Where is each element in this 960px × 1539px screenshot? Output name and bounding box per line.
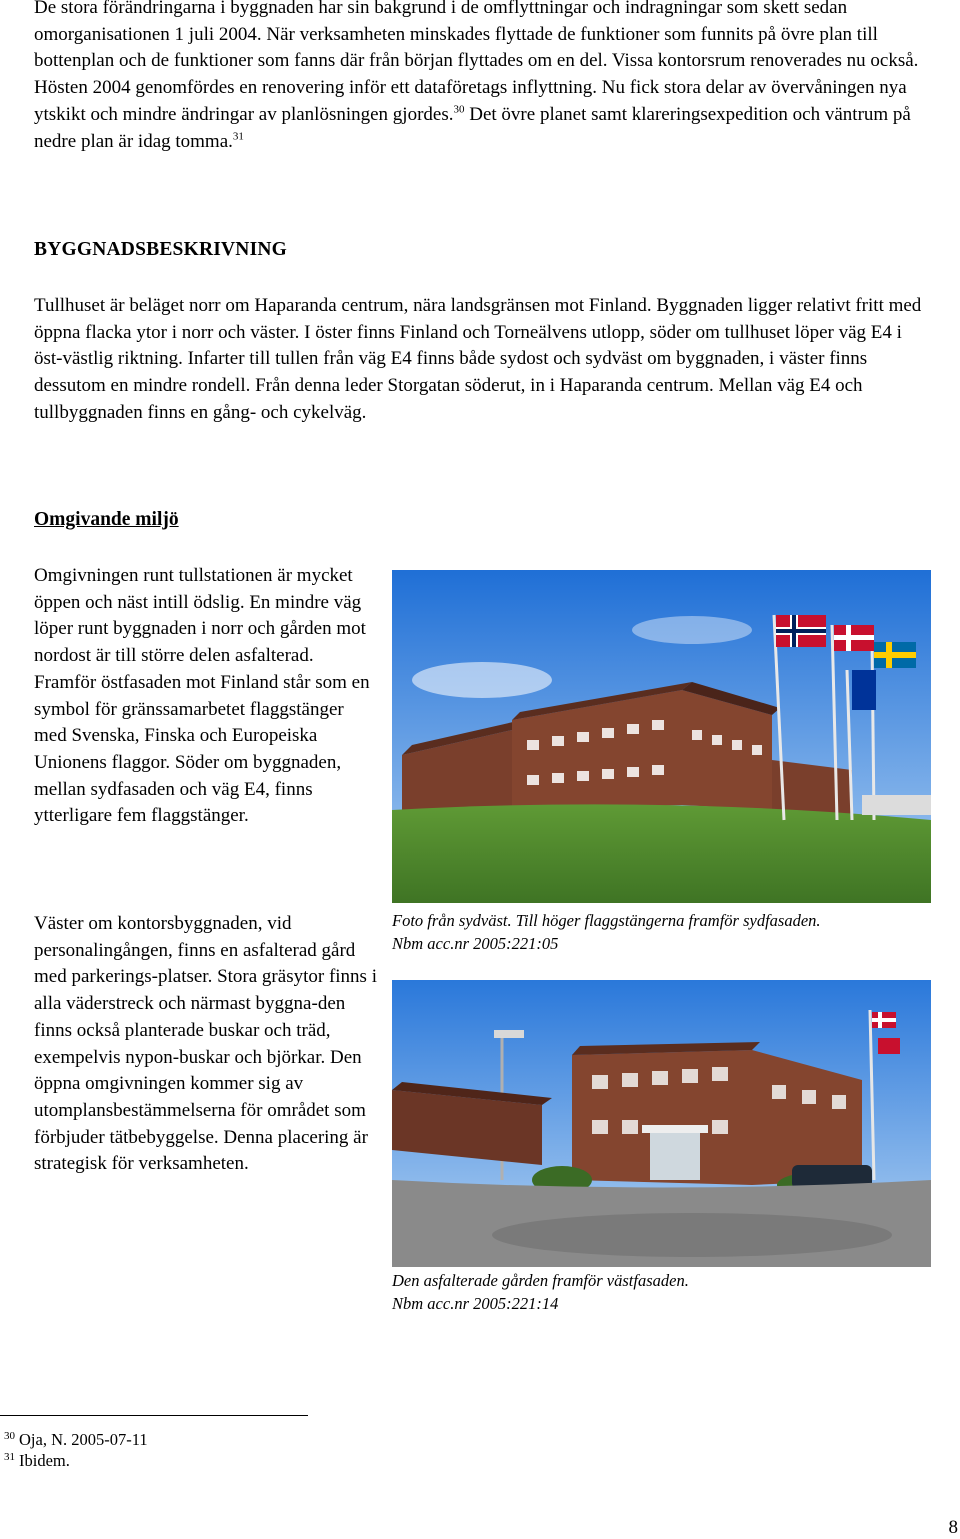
photo-caption-2 [392,1270,937,1315]
photo-caption-1-accession: Nbm acc.nr 2005:221:05 [392,933,559,953]
photo-west-courtyard [392,980,931,1267]
footnote-divider [0,1415,308,1416]
photo-west-courtyard-illustration [392,980,931,1267]
environment-paragraph-1: Omgivningen runt tullstationen är mycket öppen och näst intill ödslig. En mindre väg löper runt byggnaden i norr och gården mot nordost är till större delen asfalterad. Framför östfasaden mot Finland står som en symbol för gränssamarbetet flaggstänger med Svenska, Finska och Europeiska Unionens flaggor. Söder om byggnaden, mellan sydfasaden och väg E4, finns ytterligare fem flaggstänger. [34,565,370,827]
photo-caption-2-text: Den asfalterade gården framför västfasaden. [392,1271,689,1290]
footnote-number: 30 [4,1429,15,1442]
photo-caption-2-accession: Nbm acc.nr 2005:221:14 [392,1293,559,1313]
intro-text-part2: Det övre planet samt klareringsexpedition och väntrum på nedre plan är idag tomma. [34,103,911,152]
building-description-paragraph: Tullhuset är beläget norr om Haparanda centrum, nära landsgränsen mot Finland. Byggnaden ligger relativt fritt med öppna flacka ytor i norr och väster. I öster finns Finland och Torneälvens utlopp, söder om tullhuset löper väg E4 i öst-västlig riktning. Infarter till tullen från väg E4 finns både sydost och sydväst om byggnaden, i väster finns dessutom en mindre rondell. Från denna leder Storgatan söderut, in i Haparanda centrum. Mellan väg E4 och tullbyggnaden finns en gång- och cykelväg. [34,295,922,423]
photo-southwest-view [392,570,931,903]
footnote-ref-30[interactable]: 30 [453,103,465,116]
page-number: 8 [948,1517,958,1538]
subsection-heading: Omgivande miljö [34,509,179,530]
photo-caption-1-text: Foto från sydväst. Till höger flaggstängerna framför sydfasaden. [392,911,821,930]
photo-caption-1 [392,910,937,955]
footnote-31 [4,1451,70,1471]
footnote-30 [4,1430,148,1450]
footnote-text: Ibidem. [19,1451,70,1470]
footnote-ref-31[interactable]: 31 [232,130,244,143]
intro-text-part1: De stora förändringarna i byggnaden har sin bakgrund i de omflyttningar och indragningar som skett sedan omorganisationen 1 juli 2004. När verksamheten minskades flyttade de funktioner som funnits på övre plan till bottenplan och de funktioner som fanns där från början flyttades om en del. Vissa kontorsrum renoverades nu också. Hösten 2004 genomfördes en renovering inför ett dataföretags inflyttning. Nu fick stora delar av övervåningen nya ytskikt och mindre ändringar av planlösningen gjordes. [34,0,919,125]
section-heading: BYGGNADSBESKRIVNING [34,239,288,260]
intro-paragraph [34,0,934,155]
environment-paragraph-2: Väster om kontorsbyggnaden, vid personalingången, finns en asfalterad gård med parkerings-platser. Stora gräsytor finns i alla väderstreck och närmast byggna-den finns också planterade buskar och träd, exempelvis nypon-buskar och björkar. Den öppna omgivningen kommer sig av utomplansbestämmelserna för området som förbjuder tätbebyggelse. Denna placering är strategisk för verksamheten. [34,913,377,1175]
photo-southwest-illustration [392,570,931,903]
footnote-text: Oja, N. 2005-07-11 [19,1430,148,1449]
footnote-number: 31 [4,1450,15,1463]
